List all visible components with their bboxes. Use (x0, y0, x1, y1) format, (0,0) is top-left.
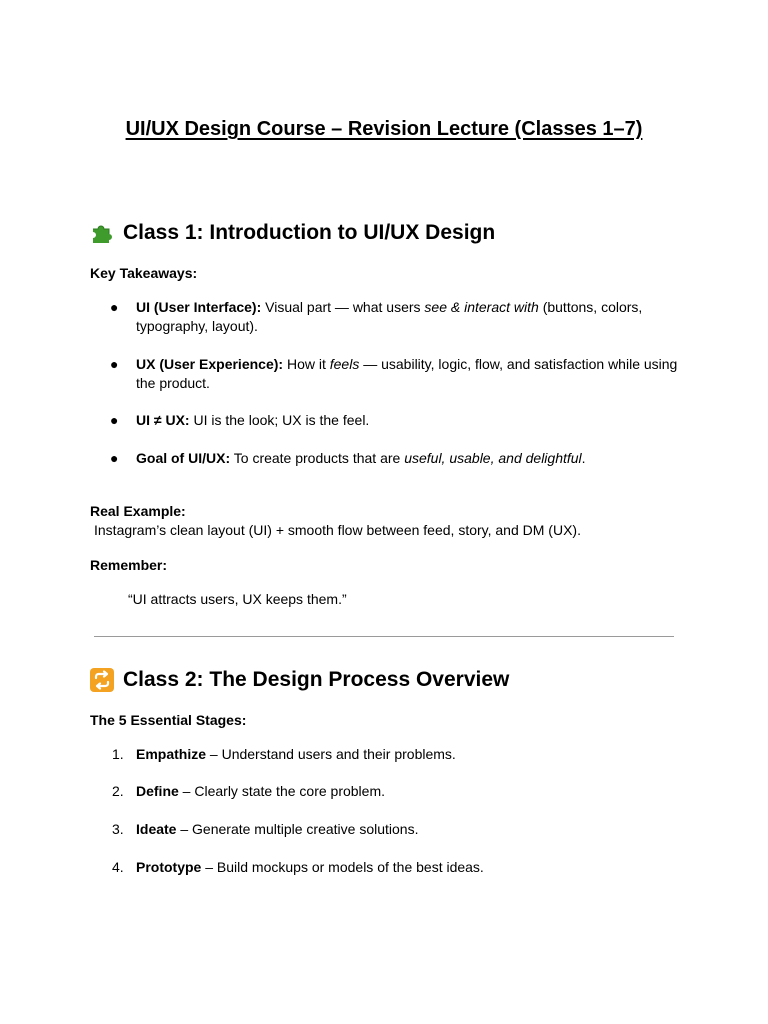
key-takeaways-label: Key Takeaways: (90, 265, 198, 281)
class2-heading (90, 668, 509, 692)
stage-name: Define (136, 783, 179, 799)
bullet-dot: ● (110, 450, 119, 466)
bullet-text: Visual part — what users (261, 299, 425, 315)
bullet-dot: ● (110, 299, 119, 315)
bullet-text: (buttons, colors, typography, layout). (136, 299, 643, 334)
repeat-arrows-icon (90, 668, 114, 692)
stage-description: – Clearly state the core problem. (178, 783, 386, 799)
bullet-dot: ● (110, 412, 119, 428)
stage-name: Ideate (136, 821, 177, 837)
stage-name: Prototype (136, 859, 202, 875)
document-title: UI/UX Design Course – Revision Lecture (Classes 1–7) (125, 118, 643, 140)
bullet-text: — usability, logic, flow, and satisfaction while using the product. (136, 356, 678, 391)
bullet-term: UI ≠ UX: (136, 412, 190, 428)
stage-description: – Understand users and their problems. (206, 746, 456, 762)
bullet-emphasis: feels (329, 356, 360, 372)
remember-quote: “UI attracts users, UX keeps them.” (128, 591, 347, 607)
class1-heading-text: Class 1: Introduction to UI/UX Design (123, 221, 496, 244)
class2-heading-text: Class 2: The Design Process Overview (123, 668, 510, 691)
stage-description: – Generate multiple creative solutions. (176, 821, 419, 837)
list-number: 4. (112, 859, 124, 875)
list-item (110, 449, 680, 469)
bullet-emphasis: useful, usable, and delightful (404, 450, 582, 466)
remember-label: Remember: (90, 557, 168, 573)
list-number: 3. (112, 821, 124, 837)
list-item (110, 411, 680, 431)
list-number: 2. (112, 783, 124, 799)
real-example-text: Instagram’s clean layout (UI) + smooth flow between feed, story, and DM (UX). (94, 522, 581, 538)
stage-description: – Build mockups or models of the best ideas. (201, 859, 484, 875)
list-item (110, 298, 680, 338)
stage-name: Empathize (136, 746, 207, 762)
bullet-dot: ● (110, 356, 119, 372)
bullet-text: How it (283, 356, 330, 372)
stages-label: The 5 Essential Stages: (90, 712, 247, 728)
bullet-term: Goal of UI/UX: (136, 450, 231, 466)
section-divider (94, 636, 674, 637)
bullet-text: To create products that are (230, 450, 405, 466)
class1-heading (90, 221, 495, 245)
bullet-term: UX (User Experience): (136, 356, 284, 372)
list-number: 1. (112, 746, 124, 762)
bullet-emphasis: see & interact with (424, 299, 539, 315)
list-item (110, 355, 680, 395)
bullet-text: UI is the look; UX is the feel. (189, 412, 370, 428)
real-example-label: Real Example: (90, 503, 186, 519)
bullet-term: UI (User Interface): (136, 299, 262, 315)
puzzle-piece-icon (90, 221, 114, 245)
bullet-text: . (581, 450, 586, 466)
